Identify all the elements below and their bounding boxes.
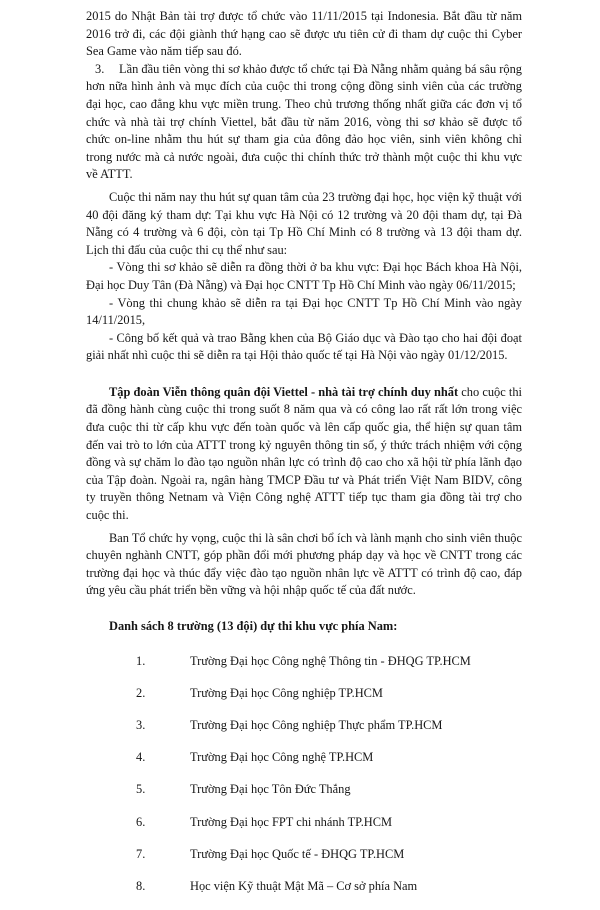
sponsor-text: cho cuộc thi đã đồng hành cùng cuộc thi trong suốt 8 năm qua và có công lao rất rất lớn trong việc đưa cuộc thi từ cấp khu vực đến toàn quốc và lên cấp quốc gia, thể hiện sự quan tâm đến vai trò to lớn của ATTT trong kỷ nguyên thông tin số, ý thức trách nhiệm với cộng đồng và sự chăm lo đào tạo nguồn nhân lực có trình độ cao cho xã hội từ phía lãnh đạo của Tập đoàn. Ngoài ra, ngân hàng TMCP Đầu tư và Phát triển Việt Nam BIDV, công ty truyền thông Netnam và Viện Công nghệ ATTT tiếp tục tham gia đồng tài trợ cho cuộc thi. (86, 384, 522, 523)
school-list-item (86, 846, 522, 878)
school-number: 6. (136, 814, 146, 829)
school-list-item (86, 814, 522, 846)
organizer-hope-paragraph: Ban Tổ chức hy vọng, cuộc thi là sân chơi bổ ích và lành mạnh cho sinh viên thuộc chuyên nghành CNTT, góp phần đổi mới phương pháp dạy và học về CNTT trong các trường đại học và thúc đẩy việc đào tạo nguồn nhân lực về ATTT có trình độ cao, đáp ứng yêu cầu phát triển bền vững và hội nhập quốc tế của đất nước. (86, 530, 522, 598)
school-number: 3. (136, 717, 146, 732)
school-name: Trường Đại học Công nghiệp TP.HCM (190, 685, 383, 700)
school-list (86, 653, 522, 910)
sponsor-paragraph (86, 384, 522, 525)
school-name: Trường Đại học Tôn Đức Thắng (190, 782, 351, 797)
school-name: Trường Đại học Công nghệ TP.HCM (190, 750, 374, 765)
item-text: Lần đầu tiên vòng thi sơ khảo được tổ chức tại Đà Nẵng nhằm quảng bá sâu rộng hơn nữa hình ảnh và mục đích của cuộc thi trong cộng đồng sinh viên của các trường đại học, cao đẳng khu vực miền trung. Theo chủ trương thống nhất giữa các đơn vị tổ chức và nhà tài trợ chính Viettel, bắt đầu từ năm 2016, vòng thi sơ khảo sẽ được tổ chức on-line nhằm thu hút sự tham gia của đông đảo học viên, sinh viên không chỉ trong nước mà cả nước ngoài, đưa cuộc thi chính thức trở thành một cuộc thi khu vực về ATTT. (86, 61, 522, 182)
numbered-item-3 (86, 61, 522, 184)
participants-paragraph: Cuộc thi năm nay thu hút sự quan tâm của 23 trường đại học, học viện kỹ thuật với 40 đội đăng ký tham dự: Tại khu vực Hà Nội có 12 trường và 20 đội tham dự, tại Đà Nẵng có 4 trường và 6 đội, còn tại Tp Hồ Chí Minh có 8 trường và 13 đội tham dự. Lịch thi đấu của cuộc thi cụ thể như sau: (86, 189, 522, 257)
school-name: Trường Đại học Công nghệ Thông tin - ĐHQG TP.HCM (190, 653, 471, 668)
intro-paragraph-tail: 2015 do Nhật Bản tài trợ được tổ chức vào 11/11/2015 tại Indonesia. Bắt đầu từ năm 2016 trở đi, các đội giành thứ hạng cao sẽ được ưu tiên cử đi tham dự cuộc thi Cyber Sea Game vào năm tiếp sau đó. (86, 9, 522, 59)
sponsor-lead: Tập đoàn Viễn thông quân đội Viettel - nhà tài trợ chính duy nhất (109, 384, 459, 399)
item-number: 3. (95, 61, 105, 76)
school-number: 8. (136, 878, 146, 893)
school-list-title: Danh sách 8 trường (13 đội) dự thi khu vực phía Nam: (109, 619, 398, 633)
school-list-item (86, 717, 522, 749)
school-list-item (86, 685, 522, 717)
school-list-item (86, 781, 522, 813)
school-list-item (86, 878, 522, 910)
school-list-item (86, 653, 522, 685)
school-name: Học viện Kỹ thuật Mật Mã – Cơ sở phía Nam (190, 878, 418, 893)
schedule-item-preliminary: - Vòng thi sơ khảo sẽ diễn ra đồng thời ở ba khu vực: Đại học Bách khoa Hà Nội, Đại học Duy Tân (Đà Nẵng) và Đại học CNTT Tp Hồ Chí Minh vào ngày 06/11/2015; (86, 260, 522, 292)
school-number: 5. (136, 782, 146, 797)
school-list-item (86, 749, 522, 781)
school-name: Trường Đại học Quốc tế - ĐHQG TP.HCM (190, 846, 405, 861)
schedule-item-awards: - Công bố kết quả và trao Bằng khen của Bộ Giáo dục và Đào tạo cho hai đội đoạt giải nhất nhì cuộc thi sẽ diễn ra tại Hội thảo quốc tế tại Hà Nội vào ngày 01/12/2015. (86, 330, 522, 363)
school-number: 1. (136, 653, 146, 668)
school-name: Trường Đại học FPT chi nhánh TP.HCM (190, 814, 393, 829)
school-name: Trường Đại học Công nghiệp Thực phẩm TP.HCM (190, 717, 443, 732)
school-number: 4. (136, 750, 146, 765)
schedule-item-final: - Vòng thi chung khảo sẽ diễn ra tại Đại học CNTT Tp Hồ Chí Minh vào ngày 14/11/2015, (86, 295, 522, 328)
school-number: 7. (136, 846, 146, 861)
school-number: 2. (136, 685, 146, 700)
